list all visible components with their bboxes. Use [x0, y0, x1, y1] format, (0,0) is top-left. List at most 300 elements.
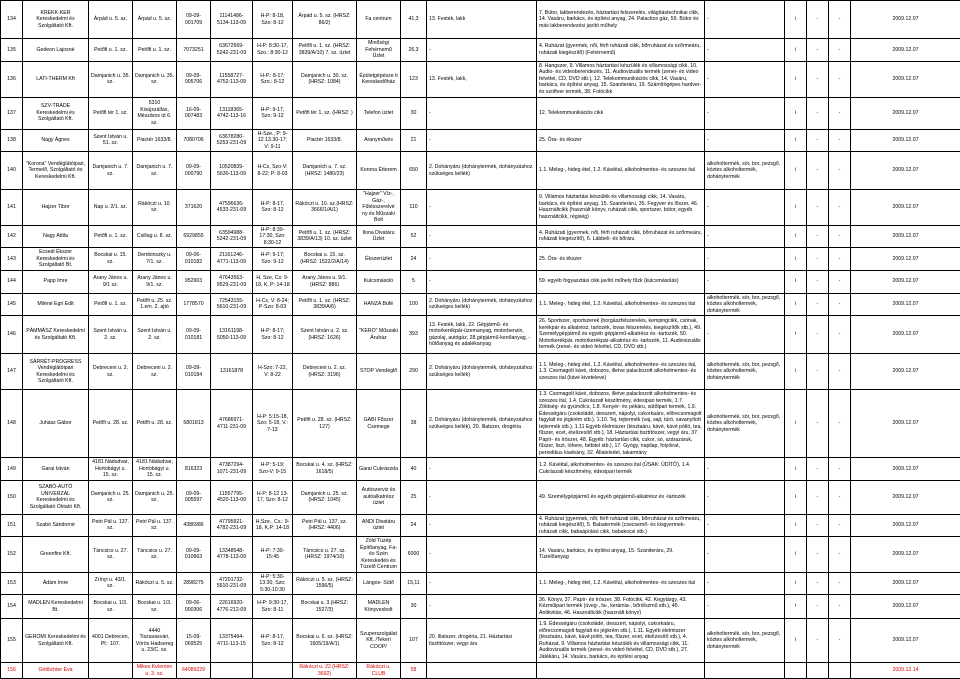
cell-col-x1: - [807, 537, 829, 573]
cell-date: 2009.12.14 [851, 663, 960, 679]
cell-col-x2: - [829, 572, 851, 595]
table-row [1, 480, 960, 514]
cell-col-x1: - [807, 152, 829, 190]
cell-reg-number: 149 [1, 458, 23, 481]
cell-site-address: Piactér 1633/8. [133, 129, 177, 152]
cell-excise-goods: - [705, 595, 785, 619]
cell-date: 2009.12.07 [851, 572, 960, 595]
cell-site-address: Damjanich u. 25. sz. [133, 480, 177, 514]
cell-opening-hours: H-P: 8:30-17:30, Szo: 8:30-12 [253, 225, 293, 248]
cell-seat-address: Debreceni u. 2. sz. [89, 354, 133, 390]
cell-floor-area: 24 [401, 248, 427, 271]
cell-company-reg-number: 09-06-010182 [177, 248, 211, 271]
cell-site-address: Petőfi u. 28. sz. [133, 390, 177, 458]
cell-col-x1: - [807, 458, 829, 481]
table-row [1, 39, 960, 62]
table-row [1, 1, 960, 39]
cell-site-address: Csillag u. 8. sz. [133, 225, 177, 248]
cell-reg-number: 134 [1, 1, 23, 39]
cell-floor-area: 123 [401, 61, 427, 97]
cell-location-address: Petri Pál u. 137. sz. (HRSZ: 4406) [293, 514, 357, 537]
cell-col-x1: - [807, 572, 829, 595]
cell-seat-address: Táncsics u. 27. sz. [89, 537, 133, 573]
cell-status-i: i [785, 390, 807, 458]
table-body [1, 1, 960, 679]
cell-floor-area: 38 [401, 390, 427, 458]
cell-product-group-b: 4. Ruházati (gyermek, női, férfi ruházati cikk, bőrruházat és szőrmeáru, ruházati kiegészítő), 6. Lábbeli- és bőráru [537, 225, 705, 248]
cell-product-group-a: 13. Festék, lakk, 22. Gépjármű- és motorkerékpár-üzemanyag, motorbenzin, gázolaj, autógáz, 28.gépjármű-kenőanyag, -hűtőanyag és adalékanyag [427, 316, 537, 354]
cell-product-group-b: 12. Telekommunikációs cikk [537, 97, 705, 129]
cell-seat-address: Damjanich u. 7. sz. [89, 152, 133, 190]
cell-seat-address: Bocskai u. 1/3. sz. [89, 595, 133, 619]
cell-location-address: Petőfi tér 1. sz. (HRSZ: ) [293, 97, 357, 129]
cell-col-x2: - [829, 61, 851, 97]
cell-product-group-a: - [427, 39, 537, 62]
cell-status-i: i [785, 480, 807, 514]
cell-status-i: i [785, 39, 807, 62]
cell-site-address: Petri Pál u. 137. sz. [133, 514, 177, 537]
cell-excise-goods: alkoholtermék, sör, bor, pezsgő, köztes alkoholtermék, dohánytermék [705, 619, 785, 663]
cell-opening-hours: H-P: 8:30-17, Szo.: 8:30-12 [253, 39, 293, 62]
cell-floor-area: 30 [401, 97, 427, 129]
cell-floor-area: 52 [401, 225, 427, 248]
cell-location-address: Damjanich u. 7. sz. (HRSZ: 1480/23) [293, 152, 357, 190]
cell-business-name: SÁRRÉT-PROGRESS Vendéglátóipari Kereskedelmi és Szolgáltató Kft. [23, 354, 89, 390]
cell-company-reg-number: 09-09-010184 [177, 354, 211, 390]
cell-status-i: i [785, 248, 807, 271]
cell-seat-address: Petőfi u. 28. sz. [89, 390, 133, 458]
cell-site-address: Arany János u. 9/1. sz. [133, 270, 177, 293]
cell-product-group-b: 36. Könyv, 37. Papír- és írószer, 38. Fotócikk, 42. Kegytárgy, 43. Kézműipari termék (üveg-, fa-, kerámia-, bőrdíszmű stb.), 45. Antikvitás, 46. Használtcikk (használt könyv) [537, 595, 705, 619]
cell-product-group-b: 9. Villamos háztartási készülék és villamossági cikk, 14. Vasáru, barkács, és építési anyag, 15. Szaniteráru, 35. Fegyver és lőszer, 46. Használtcikk (használt könyv, ruházati cikk, sportszer, bútor, egyéb használtcikk, régiség) [537, 190, 705, 226]
cell-col-x1: - [807, 39, 829, 62]
cell-col-x2: - [829, 97, 851, 129]
cell-excise-goods: - [705, 514, 785, 537]
cell-reg-number: 145 [1, 293, 23, 316]
cell-reg-number: 141 [1, 190, 23, 226]
cell-company-reg-number: 7073251 [177, 39, 211, 62]
cell-company-reg-number: 952903 [177, 270, 211, 293]
cell-site-address: Rákóczi u. 5. sz. [133, 572, 177, 595]
cell-shop-name: Épületgépésze ti Kereskedőház [357, 61, 401, 97]
cell-status-i: i [785, 152, 807, 190]
cell-reg-number: 148 [1, 390, 23, 458]
cell-location-address: Rákóczi u. 10. sz.(HRSZ: 3666/1/A/1) [293, 190, 357, 226]
cell-opening-hours: H-P: 5:30-13:30, Szo: 5:30-10:30 [253, 572, 293, 595]
cell-product-group-b: 4. Ruházat (gyermek, női, férfi ruházati cikk, bőrruházat és szőrmeáru, ruházati kiegészítő), 5. Babatermék (csecsemő- és kisgyermek-ruházati cikk, babaápolási cikk, babakocsi stb.) [537, 514, 705, 537]
cell-shop-name: Fa centrum [357, 1, 401, 39]
cell-business-name: Gedeon Lajosné [23, 39, 89, 62]
table-row [1, 390, 960, 458]
cell-shop-name: Rákóczi u. CLUB [357, 663, 401, 679]
cell-status-i: i [785, 458, 807, 481]
cell-seat-address: Damjanich u. 35. sz. [89, 61, 133, 97]
cell-col-x2: - [829, 514, 851, 537]
cell-col-x2: - [829, 270, 851, 293]
cell-status-i: i [785, 225, 807, 248]
cell-company-reg-number: 816323 [177, 458, 211, 481]
cell-floor-area: 110 [401, 190, 427, 226]
cell-date: 2009.12.07 [851, 595, 960, 619]
cell-opening-hours [253, 663, 293, 679]
cell-floor-area: 650 [401, 152, 427, 190]
cell-product-group-b: 49. Személygépjármű és egyéb gépjármű-alkatrész és -tartozék [537, 480, 705, 514]
cell-location-address: Bocskai u. 6. sz. (HRSZ: 1605/19/A/1) [293, 619, 357, 663]
cell-opening-hours: H-P: 5:15-18, Szo: 5-18, V.: 7-13 [253, 390, 293, 458]
cell-business-name: "Korona" Vendéglátóipari, Termelő, Szolgáltató és Kereskedelmi Kft. [23, 152, 89, 190]
cell-excise-goods: - [705, 572, 785, 595]
cell-business-name: Ádám Imre [23, 572, 89, 595]
cell-product-group-b [537, 663, 705, 679]
cell-tax-number: 47643563-9529-231-09 [211, 270, 253, 293]
cell-excise-goods: - [705, 129, 785, 152]
cell-tax-number: 47686971-4711-231-09 [211, 390, 253, 458]
cell-col-x2: - [829, 390, 851, 458]
cell-shop-name: "KERO" Műszaki Áruház [357, 316, 401, 354]
table-row [1, 663, 960, 679]
cell-seat-address: Bocskai u. 15. sz. [89, 248, 133, 271]
cell-opening-hours: H-Cs, Szo-V: 8-22; P: 8-03 [253, 152, 293, 190]
cell-col-x1: - [807, 390, 829, 458]
cell-tax-number [211, 663, 253, 679]
table-row [1, 225, 960, 248]
cell-product-group-b: 1.1. Meleg-, hideg étel, 1.2. Kávéital, alkoholmentes- és szeszes ital [537, 293, 705, 316]
table-row [1, 97, 960, 129]
cell-product-group-b: 7. Bútor, lakberendezés, háztartási felszerelés, világítástechnikai cikk, 14. Vasáru, barkács, és építési anyag, 24. Palackos gáz, 59. Bútor és más lakberendezési javító műhely [537, 1, 705, 39]
cell-tax-number: 11557795-4520-113-09 [211, 480, 253, 514]
table-row [1, 595, 960, 619]
cell-col-x2: - [829, 129, 851, 152]
cell-site-address: Táncsics u. 27. sz. [133, 537, 177, 573]
cell-reg-number: 137 [1, 97, 23, 129]
cell-col-x2: - [829, 225, 851, 248]
cell-reg-number: 143 [1, 248, 23, 271]
cell-status-i: i [785, 1, 807, 39]
cell-status-i: i [785, 190, 807, 226]
cell-shop-name: HANZA Büfé [357, 293, 401, 316]
cell-site-address: Dembinszky u. 7/1. sz. [133, 248, 177, 271]
cell-location-address: Árpád u. 5. sz. (HRSZ: 86/2) [293, 1, 357, 39]
cell-col-x2: - [829, 458, 851, 481]
cell-excise-goods: alkoholtermék, sör, bor, pezsgő, köztes alkoholtermék, dohánytermék [705, 152, 785, 190]
cell-tax-number: 13118365-4742-113-16 [211, 97, 253, 129]
cell-product-group-a: 2. Dohányáru (dohánytermék, dohányzáshoz szükséges kellék) [427, 152, 537, 190]
cell-status-i: i [785, 537, 807, 573]
cell-floor-area: 26,3 [401, 39, 427, 62]
cell-site-address: Damjanich u. 7. sz. [133, 152, 177, 190]
table-row [1, 190, 960, 226]
cell-col-x2: - [829, 152, 851, 190]
cell-site-address: Mikes Kelemen u. 3. sz. [133, 663, 177, 679]
cell-product-group-b: 26. Sportszer, sportszerek (horgászfelszerelés, kempingcikk, csónak, kerékpár és alkatrész, tartozék, lovas felszerelés, kiegészítők stb.), 49. Személygépjármű és egyéb gépjármű-alkatrész és -tartozék, 50. Motorkerékpár, motorkerékpár-alkatrész és -tartozék, 11. Audiovizuális termék (zenei- és videó felvétel, CD, DVD stb.) [537, 316, 705, 354]
cell-reg-number: 135 [1, 39, 23, 62]
cell-location-address: Arany János u. 9/1.(HRSZ: 886) [293, 270, 357, 293]
cell-col-x2: - [829, 480, 851, 514]
cell-site-address: Damjanich u. 35. sz. [133, 61, 177, 97]
cell-tax-number: 13375494-4711-113-15 [211, 619, 253, 663]
cell-location-address: Petőfi u. 28. sz. (HRSZ: 127) [293, 390, 357, 458]
cell-location-address: Petőfi u. 1. sz. (HRSZ: 3839/A/10) 7. sz. üzlet [293, 39, 357, 62]
cell-floor-area: 41,3 [401, 1, 427, 39]
cell-tax-number: 63678280-5253-231-09 [211, 129, 253, 152]
cell-product-group-b: 1.1. Meleg-, hideg étel, 1.2. Kávéital, alkoholmentes- és szeszes ital, 1.3. Csomagolt kávé, dobozos, illetve palackozott alkoholmentes- és szeszes ital (kávé kiveteleve) [537, 354, 705, 390]
cell-col-x2: - [829, 39, 851, 62]
cell-location-address: Piactér 1633/8. [293, 129, 357, 152]
cell-col-x1: - [807, 316, 829, 354]
cell-status-i: i [785, 572, 807, 595]
cell-col-x2: - [829, 595, 851, 619]
cell-shop-name: Ékszerüzlet [357, 248, 401, 271]
cell-opening-hours: H-P: 8-12 13-17, Szo: 8-12 [253, 480, 293, 514]
cell-excise-goods: - [705, 39, 785, 62]
cell-seat-address: Szent István u. 51. sz. [89, 129, 133, 152]
cell-tax-number: 11141486-5134-113-09 [211, 1, 253, 39]
table-row [1, 293, 960, 316]
cell-seat-address: 4001 Debrecen, Pf.: 107. [89, 619, 133, 663]
cell-seat-address: Nap u. 2/1. sz. [89, 190, 133, 226]
cell-date: 2009.12.07 [851, 316, 960, 354]
cell-tax-number: 10520839-5630-113-09 [211, 152, 253, 190]
cell-status-i: i [785, 354, 807, 390]
cell-col-x2: - [829, 619, 851, 663]
cell-date: 2009.12.07 [851, 458, 960, 481]
cell-col-x2: - [829, 190, 851, 226]
cell-date: 2009.12.07 [851, 39, 960, 62]
cell-shop-name: STOP Vendéglő [357, 354, 401, 390]
cell-seat-address: Damjanich u. 25. sz. [89, 480, 133, 514]
cell-col-x1: - [807, 1, 829, 39]
cell-seat-address [89, 663, 133, 679]
cell-opening-hours: H-P: 9-17, Szo: 9-12 [253, 97, 293, 129]
cell-date: 2009.12.07 [851, 354, 960, 390]
cell-product-group-a: - [427, 537, 537, 573]
cell-seat-address: Arany János u. 9/1 sz. [89, 270, 133, 293]
cell-site-address: Szent István u. 2. sz. [133, 316, 177, 354]
cell-company-reg-number: 2898275 [177, 572, 211, 595]
cell-business-name: Nagy Ágnes [23, 129, 89, 152]
cell-floor-area: 30 [401, 595, 427, 619]
cell-status-i: i [785, 129, 807, 152]
cell-col-x1: - [807, 480, 829, 514]
cell-location-address: Bocskai u. 15. sz. (HRSZ: 1522/2/A/14) [293, 248, 357, 271]
table-row [1, 354, 960, 390]
cell-excise-goods: - [705, 316, 785, 354]
cell-tax-number: 47795921-4782-231-09 [211, 514, 253, 537]
cell-location-address: Bocskai u. 3.(HRSZ: 1527/3) [293, 595, 357, 619]
cell-business-name: GEROMI Kereskedelmi és Szolgáltató Kft. [23, 619, 89, 663]
cell-shop-name: Korona Étterem [357, 152, 401, 190]
cell-seat-address: Zrínyi u. 43/1. sz. [89, 572, 133, 595]
cell-excise-goods: alkoholtermék, sör, bor, pezsgő, köztes alkoholtermék, dohánytermék [705, 390, 785, 458]
cell-company-reg-number: 7080706 [177, 129, 211, 152]
cell-business-name: Miléné Egri Edit [23, 293, 89, 316]
cell-opening-hours: H-P.: 8-17; Szo.: 8-12 [253, 61, 293, 97]
cell-status-i: i [785, 270, 807, 293]
cell-product-group-a: - [427, 248, 537, 271]
cell-col-x1: - [807, 248, 829, 271]
cell-business-name: Juhász Gábor [23, 390, 89, 458]
cell-opening-hours: H, Sze, Cs: 9-18, K, P: 14-18 [253, 270, 293, 293]
cell-business-name: Papp Imre [23, 270, 89, 293]
cell-product-group-b: 1.9. Édességáru (csokoládé, desszert, nápolyi, cukorkaáru, előrecsomagolt fagylalt és jégkrém stb.), 1.11. Egyéb élelmiszer (tésztaáru, kávé, kávé pótló, tea, fűszer, ecet, ételízesítő stb.), 4. Ruházat, 9. Villamos háztartási készülék és villamossági cikk, 11. Audiovizuális termék (zenei- és videó felvétel, CD, DVD stb.), 27. Játékáru, 14. Vasáru, barkács, és építési anyag [537, 619, 705, 663]
cell-seat-address: Szent István u. 2. sz. [89, 316, 133, 354]
cell-company-reg-number: 64089229 [177, 663, 211, 679]
cell-opening-hours: H-P: 8-17, Szo: 8-12 [253, 619, 293, 663]
cell-date: 2009.12.07 [851, 190, 960, 226]
cell-product-group-a: - [427, 514, 537, 537]
cell-reg-number: 151 [1, 514, 23, 537]
cell-shop-name: Autószerviz és autóalkatrész üzlet [357, 480, 401, 514]
table-row [1, 248, 960, 271]
cell-company-reg-number: 6929855 [177, 225, 211, 248]
cell-excise-goods: - [705, 270, 785, 293]
cell-site-address: 4181 Nádudvar, Hortobágyi u. 15. sz. [133, 458, 177, 481]
cell-opening-hours: H-P: 8-18, Szo: 8-12 [253, 1, 293, 39]
cell-excise-goods: - [705, 225, 785, 248]
table-row [1, 572, 960, 595]
cell-product-group-a: 2. Dohányáru (dohánytermék, dohányzáshoz szükséges kellék), 20. Illatszer, drogéria [427, 390, 537, 458]
cell-company-reg-number: 09-09-000790 [177, 152, 211, 190]
cell-col-x1: - [807, 129, 829, 152]
cell-site-address: Petőfi u. 25. sz. 1.em. 2. ajtó [133, 293, 177, 316]
cell-tax-number: 11558727-4752-113-09 [211, 61, 253, 97]
cell-tax-number: 47387294-1071-231-09 [211, 458, 253, 481]
table-row [1, 152, 960, 190]
cell-col-x2 [829, 663, 851, 679]
cell-tax-number: 47596636-4533-231-09 [211, 190, 253, 226]
cell-reg-number: 152 [1, 537, 23, 573]
cell-product-group-a: 2. Dohányáru (dohánytermék, dohányzáshoz szükséges kellék) [427, 354, 537, 390]
cell-company-reg-number: 09-09-010963 [177, 537, 211, 573]
cell-product-group-b: 1.1. Meleg-, hideg étel, 1.2. Kávéital, alkoholmentes- és szeszes ital [537, 572, 705, 595]
cell-date: 2009.12.07 [851, 619, 960, 663]
cell-status-i: i [785, 61, 807, 97]
cell-floor-area: 393 [401, 316, 427, 354]
cell-excise-goods: - [705, 61, 785, 97]
cell-product-group-a: - [427, 595, 537, 619]
cell-shop-name: Lángos- Sütő [357, 572, 401, 595]
cell-opening-hours: H-P: 7:30-15:45 [253, 537, 293, 573]
cell-shop-name: ANDI Divatáru üzlet [357, 514, 401, 537]
table-row [1, 514, 960, 537]
cell-date: 2009.12.07 [851, 480, 960, 514]
table-row [1, 619, 960, 663]
cell-location-address: Damjanich u. 30. sz. (HRSZ: 1084) [293, 61, 357, 97]
cell-business-name: Nagy Attila [23, 225, 89, 248]
cell-opening-hours: H-P: 8-17, Szo: 8-12 [253, 190, 293, 226]
cell-location-address: Bocskai u. 4. sz. (HRSZ: 1618/5) [293, 458, 357, 481]
cell-business-name: KREKK-KER Kereskedelmi és Szolgáltató Kft. [23, 1, 89, 39]
cell-shop-name: Minőségi Fehérnemű Üzlet [357, 39, 401, 62]
cell-reg-number: 154 [1, 595, 23, 619]
cell-floor-area: 100 [401, 293, 427, 316]
cell-location-address: Petőfi u. 1. sz. (HRSZ: 3839/A/13) 10. sz. üzlet [293, 225, 357, 248]
table-row [1, 61, 960, 97]
cell-shop-name: Szuperszolgálat Kft. /Tekeri COOP/ [357, 619, 401, 663]
cell-excise-goods: - [705, 480, 785, 514]
cell-col-x1: - [807, 97, 829, 129]
cell-product-group-b: 4. Ruházat (gyermek, női, férfi ruházati cikk, bőrruházat és szőrmeáru, ruházati kiegészítő) (Fehérnemű) [537, 39, 705, 62]
cell-site-address: Bocskai u. 1/3. sz. [133, 595, 177, 619]
cell-status-i [785, 663, 807, 679]
cell-location-address: Petőfi u. 1. sz. (HRSZ: 3839/A/6) [293, 293, 357, 316]
cell-product-group-a: - [427, 225, 537, 248]
cell-col-x1: - [807, 190, 829, 226]
cell-product-group-a: - [427, 480, 537, 514]
cell-shop-name: Aranyművés [357, 129, 401, 152]
cell-business-name: Göttlichter Éva [23, 663, 89, 679]
cell-tax-number: 63594988-5242-231-09 [211, 225, 253, 248]
table-row [1, 458, 960, 481]
cell-opening-hours: H-P: 5-19; Szo-V: 9-15 [253, 458, 293, 481]
cell-col-x1: - [807, 270, 829, 293]
cell-product-group-a: - [427, 129, 537, 152]
cell-opening-hours: H-Szo: 7-22, V: 8-22 [253, 354, 293, 390]
cell-company-reg-number: 371620 [177, 190, 211, 226]
cell-company-reg-number: 09-09-001709 [177, 1, 211, 39]
cell-status-i: i [785, 595, 807, 619]
cell-product-group-a: - [427, 270, 537, 293]
cell-product-group-b: 1.2. Kávéital, alkoholmentes- és szeszes ital (ÜSAK: ÜDÍTŐ), 1.4. Cukrászati készítmény, édesipari termék [537, 458, 705, 481]
cell-company-reg-number: 5801813 [177, 390, 211, 458]
table-row [1, 129, 960, 152]
cell-business-name: Hajzer Tibor [23, 190, 89, 226]
cell-date: 2009.12.07 [851, 248, 960, 271]
cell-tax-number: 13161878 [211, 354, 253, 390]
cell-product-group-b: 25. Óra- és ékszer [537, 129, 705, 152]
cell-col-x2: - [829, 293, 851, 316]
cell-business-name: Ecsedi Ékszer Kereskedelmi és Szolgáltató Bt. [23, 248, 89, 271]
cell-date: 2009.12.07 [851, 1, 960, 39]
cell-date: 2009.12.07 [851, 129, 960, 152]
cell-business-name: LATI-THERM Kft [23, 61, 89, 97]
cell-status-i: i [785, 97, 807, 129]
cell-company-reg-number: 09-09-005597 [177, 480, 211, 514]
cell-opening-hours: H-P: 9:30-17, Szo: 8-11 [253, 595, 293, 619]
cell-col-x2: - [829, 354, 851, 390]
cell-tax-number: 22616920-4776-212-09 [211, 595, 253, 619]
cell-shop-name: MADLEN Könyvesbolt [357, 595, 401, 619]
cell-tax-number: 21161246-4771-113-09 [211, 248, 253, 271]
cell-location-address: Rákóczi u. 22.(HRSZ: 3692) [293, 663, 357, 679]
table-row [1, 537, 960, 573]
cell-shop-name: Ilona Divatáru Üzlet [357, 225, 401, 248]
cell-company-reg-number: 09-09-005706 [177, 61, 211, 97]
cell-opening-hours: H-P: 9-17; Szo: 9-12 [253, 248, 293, 271]
cell-product-group-a: - [427, 97, 537, 129]
cell-reg-number: 153 [1, 572, 23, 595]
cell-date: 2009.12.07 [851, 270, 960, 293]
cell-product-group-a: 20. Illatszer, drogéria, 21. Háztartási tisztítószer, vegyi áru [427, 619, 537, 663]
cell-excise-goods: alkoholtermék, sör, bor, pezsgő, köztes alkoholtermék, dohánytermék [705, 293, 785, 316]
cell-reg-number: 144 [1, 270, 23, 293]
cell-status-i: i [785, 316, 807, 354]
cell-col-x1: - [807, 514, 829, 537]
cell-company-reg-number: 09-09-010181 [177, 316, 211, 354]
cell-shop-name: Kulcsmásoló [357, 270, 401, 293]
cell-floor-area: 40 [401, 458, 427, 481]
cell-seat-address: Árpád u. 5. sz. [89, 1, 133, 39]
cell-product-group-b: 8. Hangszer, 9. Villamos háztartási készülék és villamossági cikk, 10. Audio- és videoberendezés, 11. Audiovizuális termék (zenei- és video felvétel, CD, DVD stb.), 12. Telekommunikációs cikk, 14. Vasáru, barkács, és építési anyag, 15. Szaniteráru, 19. Számítógépes hardver- és szoftver termék, 38. Fotócikk [537, 61, 705, 97]
cell-floor-area: 58 [401, 663, 427, 679]
cell-date: 2009.12.07 [851, 537, 960, 573]
cell-excise-goods: - [705, 458, 785, 481]
cell-product-group-b: 14. Vasáru, barkács, és építési anyag, 15. Szaniteráru, 29. Tüzelőanyag [537, 537, 705, 573]
cell-seat-address: Petőfi tér 1. sz. [89, 97, 133, 129]
cell-status-i: i [785, 619, 807, 663]
cell-date: 2009.12.07 [851, 152, 960, 190]
cell-floor-area: 25 [401, 480, 427, 514]
